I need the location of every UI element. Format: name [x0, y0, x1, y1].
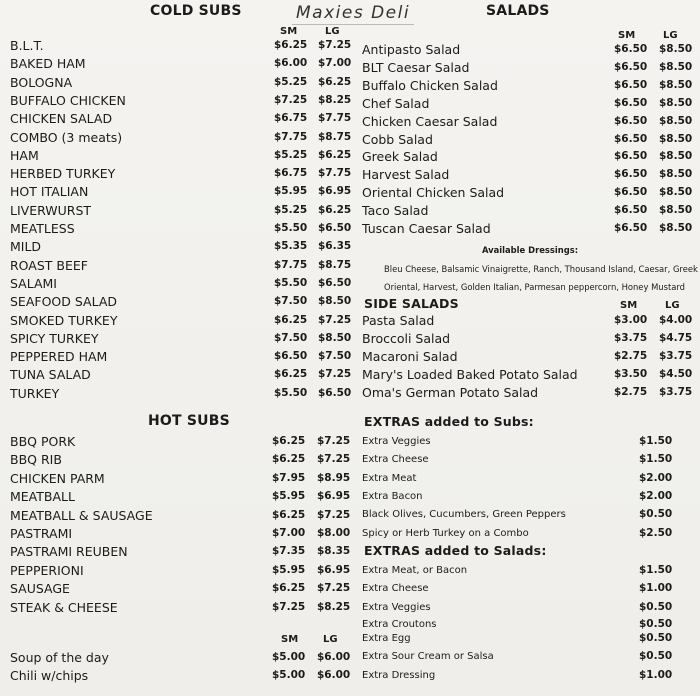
dressings-title: Available Dressings: — [482, 245, 579, 255]
price-large: $8.50 — [659, 222, 693, 234]
price-small: $6.25 — [272, 453, 306, 466]
item-name: Extra Dressing — [362, 670, 436, 681]
menu-row — [362, 563, 692, 581]
item-name: TURKEY — [10, 385, 60, 401]
price-large: $6.95 — [318, 185, 352, 198]
dressings-line-1: Bleu Cheese, Balsamic Vinaigrette, Ranch, Thousand Island, Caesar, Greek — [384, 264, 698, 274]
extras-salads-title: EXTRAS added to Salads: — [364, 543, 547, 558]
price-small: $6.25 — [274, 39, 308, 51]
price-small: $6.75 — [274, 167, 308, 180]
menu-row — [10, 331, 350, 349]
price-small: $5.00 — [272, 651, 306, 663]
menu-row — [10, 111, 350, 129]
menu-row — [10, 452, 350, 470]
side-salads-title: SIDE SALADS — [364, 296, 459, 311]
item-name: Chef Salad — [362, 95, 430, 111]
price-small: $6.00 — [274, 57, 308, 70]
extra-price: $2.00 — [639, 489, 673, 502]
price-small: $6.50 — [614, 78, 648, 91]
price-large: $8.50 — [659, 132, 693, 145]
extra-price: $1.00 — [639, 582, 673, 594]
item-name: Extra Sour Cream or Salsa — [362, 651, 494, 662]
extra-price: $0.50 — [639, 601, 673, 613]
menu-row — [362, 114, 692, 132]
price-large: $7.25 — [317, 453, 351, 466]
item-name: MEATBALL & SAUSAGE — [10, 507, 153, 523]
price-small: $5.50 — [274, 276, 308, 289]
menu-row — [10, 489, 350, 507]
price-large: $8.50 — [318, 295, 352, 308]
menu-row — [10, 221, 350, 239]
menu-row — [362, 631, 692, 649]
price-large: $6.25 — [318, 75, 352, 88]
price-small: $5.95 — [272, 490, 306, 503]
price-small: $6.25 — [274, 313, 308, 326]
price-small: $5.25 — [274, 203, 308, 216]
item-name: HERBED TURKEY — [10, 166, 116, 182]
price-large: $8.50 — [659, 114, 693, 127]
price-large: $8.50 — [659, 60, 693, 73]
price-large: $6.00 — [317, 669, 351, 681]
price-large: $6.50 — [318, 276, 352, 289]
price-large: $7.75 — [318, 112, 352, 125]
menu-row — [10, 313, 350, 331]
item-name: Harvest Salad — [362, 167, 450, 183]
price-small: $6.50 — [614, 186, 648, 199]
menu-row — [10, 471, 350, 489]
price-small: $2.75 — [614, 350, 648, 362]
item-name: BBQ PORK — [10, 434, 76, 449]
price-small: $7.75 — [274, 258, 308, 271]
item-name: Extra Veggies — [362, 436, 431, 447]
salads-lg-header: LG — [663, 30, 678, 41]
extra-price: $0.50 — [639, 650, 673, 662]
item-name: SMOKED TURKEY — [10, 312, 118, 328]
item-name: Broccoli Salad — [362, 331, 451, 346]
price-small: $6.25 — [272, 435, 306, 447]
price-small: $6.50 — [274, 350, 308, 363]
menu-row — [10, 148, 350, 166]
menu-row — [10, 75, 350, 93]
price-small: $5.95 — [272, 563, 306, 576]
item-name: Oma's German Potato Salad — [362, 385, 539, 400]
extra-price: $0.50 — [639, 618, 673, 630]
menu-row — [10, 367, 350, 385]
item-name: SPICY TURKEY — [10, 330, 99, 346]
price-large: $7.25 — [318, 313, 352, 326]
item-name: Extra Cheese — [362, 454, 429, 466]
item-name: Extra Meat, or Bacon — [362, 565, 468, 576]
item-name: LIVERWURST — [10, 202, 92, 218]
item-name: Extra Veggies — [362, 602, 431, 613]
price-large: $4.00 — [659, 314, 693, 326]
cold-subs-title: COLD SUBS — [150, 3, 242, 19]
hot-subs-title: HOT SUBS — [148, 413, 230, 429]
price-small: $5.50 — [274, 386, 308, 399]
price-small: $7.50 — [274, 295, 308, 308]
price-large: $8.50 — [659, 43, 693, 55]
price-small: $7.25 — [274, 93, 308, 106]
item-name: MEATBALL — [10, 489, 75, 505]
item-name: Chili w/chips — [10, 668, 89, 683]
price-small: $2.75 — [614, 386, 648, 398]
menu-row — [362, 507, 692, 525]
item-name: HAM — [10, 147, 39, 163]
price-large: $7.25 — [318, 368, 352, 381]
item-name: Pasta Salad — [362, 313, 435, 328]
item-name: Extra Bacon — [362, 490, 423, 502]
price-large: $8.50 — [659, 168, 693, 181]
menu-row — [10, 184, 350, 202]
price-large: $8.50 — [318, 331, 352, 344]
cold-subs-lg-header: LG — [325, 26, 340, 37]
menu-row — [10, 508, 350, 526]
menu-row — [10, 239, 350, 257]
price-large: $6.25 — [318, 203, 352, 216]
item-name: Spicy or Herb Turkey on a Combo — [362, 527, 529, 539]
item-name: ROAST BEEF — [10, 257, 88, 273]
extra-price: $0.50 — [639, 632, 673, 644]
price-small: $3.50 — [614, 368, 648, 380]
item-name: SALAMI — [10, 275, 57, 291]
item-name: MILD — [10, 239, 42, 255]
item-name: Chicken Caesar Salad — [362, 113, 498, 129]
deli-logo: Maxies Deli — [292, 3, 414, 25]
item-name: Buffalo Chicken Salad — [362, 77, 498, 93]
menu-row — [362, 132, 692, 150]
menu-row — [10, 166, 350, 184]
cold-subs-sm-header: SM — [280, 26, 298, 37]
menu-row — [10, 349, 350, 367]
menu-row — [10, 563, 350, 581]
price-large: $7.25 — [317, 435, 351, 447]
menu-row — [362, 167, 692, 185]
price-large: $8.50 — [659, 186, 693, 199]
price-small: $7.35 — [272, 545, 306, 558]
extra-price: $1.50 — [639, 564, 673, 576]
price-large: $8.25 — [318, 93, 352, 106]
menu-row — [10, 668, 350, 686]
price-small: $6.50 — [614, 168, 648, 181]
price-large: $6.50 — [318, 222, 352, 234]
extras-subs-title: EXTRAS added to Subs: — [364, 414, 534, 429]
item-name: TUNA SALAD — [10, 367, 91, 383]
price-small: $7.95 — [272, 471, 306, 484]
price-large: $8.50 — [659, 96, 693, 109]
price-large: $4.75 — [659, 332, 693, 344]
side-salads-lg-header: LG — [665, 300, 680, 311]
item-name: PASTRAMI — [10, 526, 73, 541]
price-large: $7.25 — [317, 582, 351, 595]
price-large: $3.75 — [659, 350, 693, 362]
price-large: $8.50 — [659, 150, 693, 163]
item-name: Taco Salad — [362, 203, 429, 219]
menu-row — [10, 56, 350, 74]
price-small: $6.50 — [614, 96, 648, 109]
item-name: Extra Meat — [362, 472, 417, 484]
price-large: $7.25 — [317, 508, 351, 521]
price-large: $8.50 — [659, 204, 693, 217]
price-large: $7.25 — [318, 39, 352, 51]
menu-row — [10, 276, 350, 294]
menu-row — [362, 96, 692, 114]
menu-row — [10, 38, 350, 56]
menu-row — [362, 149, 692, 167]
price-small: $6.25 — [274, 368, 308, 381]
price-large: $8.75 — [318, 130, 352, 143]
menu-row — [362, 78, 692, 96]
item-name: Cobb Salad — [362, 131, 433, 147]
price-large: $6.50 — [318, 386, 352, 399]
item-name: COMBO (3 meats) — [10, 129, 123, 145]
price-large: $8.75 — [318, 258, 352, 271]
menu-row — [10, 600, 350, 618]
item-name: HOT ITALIAN — [10, 184, 89, 200]
price-small: $3.00 — [614, 314, 648, 326]
price-small: $6.50 — [614, 132, 648, 145]
extra-price: $1.50 — [639, 453, 673, 466]
price-small: $6.50 — [614, 43, 648, 55]
menu-row — [362, 600, 692, 618]
price-small: $5.35 — [274, 240, 308, 253]
price-large: $8.95 — [317, 471, 351, 484]
menu-row — [362, 221, 692, 239]
menu-row — [362, 185, 692, 203]
menu-row — [362, 203, 692, 221]
menu-row — [362, 331, 692, 349]
price-small: $5.00 — [272, 669, 306, 681]
menu-row — [10, 294, 350, 312]
price-small: $6.50 — [614, 150, 648, 163]
item-name: Oriental Chicken Salad — [362, 185, 505, 201]
price-large: $7.00 — [318, 57, 352, 70]
item-name: Black Olives, Cucumbers, Green Peppers — [362, 509, 566, 521]
item-name: Extra Egg — [362, 633, 411, 644]
salads-sm-header: SM — [618, 30, 636, 41]
price-large: $4.50 — [659, 368, 693, 380]
menu-row — [362, 668, 692, 686]
item-name: Macaroni Salad — [362, 349, 458, 364]
item-name: Extra Cheese — [362, 583, 429, 594]
item-name: Soup of the day — [10, 650, 109, 665]
item-name: BLT Caesar Salad — [362, 59, 470, 75]
price-large: $8.50 — [659, 78, 693, 91]
price-large: $8.35 — [317, 545, 351, 558]
price-large: $7.75 — [318, 167, 352, 180]
soup-sm-header: SM — [281, 634, 299, 645]
item-name: BAKED HAM — [10, 56, 86, 72]
salads-title: SALADS — [486, 3, 550, 19]
price-small: $6.50 — [614, 114, 648, 127]
price-small: $7.25 — [272, 600, 306, 613]
menu-row — [10, 650, 350, 668]
price-large: $6.00 — [317, 651, 351, 663]
menu-row — [362, 526, 692, 544]
menu-row — [10, 93, 350, 111]
price-large: $6.95 — [317, 563, 351, 576]
price-small: $7.00 — [272, 527, 306, 539]
item-name: CHICKEN PARM — [10, 470, 105, 486]
menu-row — [362, 385, 692, 403]
menu-row — [362, 649, 692, 667]
item-name: BUFFALO CHICKEN — [10, 92, 126, 108]
menu-row — [362, 313, 692, 331]
item-name: BBQ RIB — [10, 452, 62, 468]
price-small: $6.50 — [614, 222, 648, 234]
extra-price: $1.50 — [639, 435, 673, 447]
price-small: $5.95 — [274, 185, 308, 198]
menu-row — [362, 581, 692, 599]
menu-row — [362, 452, 692, 470]
extra-price: $2.00 — [639, 471, 673, 484]
item-name: Antipasto Salad — [362, 42, 461, 57]
menu-row — [10, 386, 350, 404]
item-name: PEPPERED HAM — [10, 349, 108, 365]
item-name: PASTRAMI REUBEN — [10, 544, 128, 560]
price-small: $5.25 — [274, 75, 308, 88]
item-name: BOLOGNA — [10, 74, 73, 90]
extra-price: $2.50 — [639, 526, 673, 539]
price-small: $6.25 — [272, 508, 306, 521]
price-small: $7.50 — [274, 331, 308, 344]
price-small: $7.75 — [274, 130, 308, 143]
item-name: SEAFOOD SALAD — [10, 294, 117, 310]
soup-lg-header: LG — [323, 634, 338, 645]
price-large: $8.00 — [317, 527, 351, 539]
menu-row — [362, 42, 692, 60]
menu-row — [10, 434, 350, 452]
price-small: $6.50 — [614, 204, 648, 217]
price-large: $6.35 — [318, 240, 352, 253]
menu-row — [362, 367, 692, 385]
item-name: SAUSAGE — [10, 581, 70, 597]
item-name: STEAK & CHEESE — [10, 599, 118, 615]
menu-row — [362, 349, 692, 367]
price-small: $3.75 — [614, 332, 648, 344]
item-name: Extra Croutons — [362, 619, 437, 630]
menu-row — [10, 526, 350, 544]
price-small: $6.75 — [274, 112, 308, 125]
item-name: Mary's Loaded Baked Potato Salad — [362, 367, 578, 382]
item-name: B.L.T. — [10, 38, 44, 53]
menu-row — [10, 581, 350, 599]
item-name: MEATLESS — [10, 221, 75, 236]
side-salads-sm-header: SM — [620, 300, 638, 311]
menu-row — [362, 471, 692, 489]
item-name: Tuscan Caesar Salad — [362, 221, 491, 236]
menu-row — [362, 60, 692, 78]
price-small: $5.50 — [274, 222, 308, 234]
extra-price: $1.00 — [639, 669, 673, 681]
dressings-line-2: Oriental, Harvest, Golden Italian, Parmesan peppercorn, Honey Mustard — [384, 282, 685, 292]
menu-row — [10, 544, 350, 562]
price-small: $5.25 — [274, 148, 308, 161]
menu-row — [362, 434, 692, 452]
menu-row — [10, 258, 350, 276]
price-large: $8.25 — [317, 600, 351, 613]
price-large: $3.75 — [659, 386, 693, 398]
price-small: $6.25 — [272, 582, 306, 595]
item-name: CHICKEN SALAD — [10, 111, 113, 127]
price-large: $6.25 — [318, 148, 352, 161]
item-name: PEPPERIONI — [10, 562, 84, 578]
menu-row — [362, 489, 692, 507]
price-large: $7.50 — [318, 350, 352, 363]
price-small: $6.50 — [614, 60, 648, 73]
extra-price: $0.50 — [639, 508, 673, 521]
menu-row — [10, 130, 350, 148]
menu-row — [10, 203, 350, 221]
price-large: $6.95 — [317, 490, 351, 503]
item-name: Greek Salad — [362, 149, 438, 165]
